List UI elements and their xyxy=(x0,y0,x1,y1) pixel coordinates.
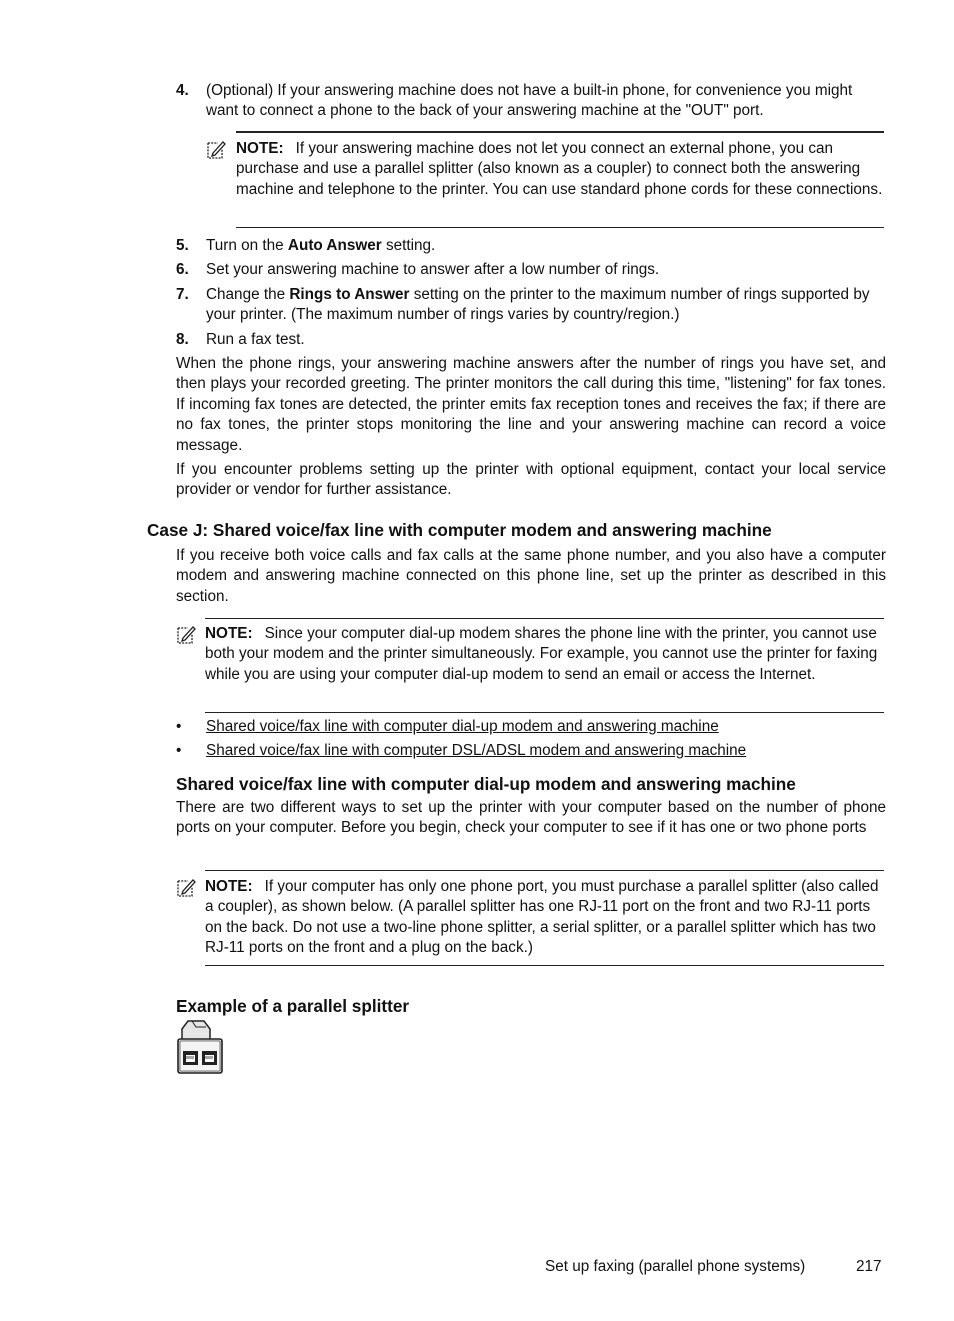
parallel-splitter-icon xyxy=(176,1019,226,1077)
subsection-heading: Shared voice/fax line with computer dial-up modem and answering machine xyxy=(176,774,796,794)
footer-section-title: Set up faxing (parallel phone systems) xyxy=(545,1258,806,1275)
note-pencil-icon xyxy=(176,878,196,898)
bullet: • xyxy=(176,718,182,735)
link-dsl-modem[interactable]: Shared voice/fax line with computer DSL/ADSL modem and answering machine xyxy=(206,742,747,759)
note-body xyxy=(205,624,885,685)
note-bottom-rule xyxy=(205,965,884,966)
note-text: If your computer has only one phone port, you must purchase a parallel splitter (also called a coupler), as shown below. (A parallel splitter has one RJ-11 port on the front and two RJ-11 ports on the back. Do not use a two-line phone splitter, a serial splitter, or a parallel splitter which has two RJ-11 ports on the front and a plug on the back.) xyxy=(205,878,879,957)
link-dialup-modem[interactable]: Shared voice/fax line with computer dial-up modem and answering machine xyxy=(206,718,719,735)
step-text: (Optional) If your answering machine does not have a built-in phone, for convenience you might want to connect a phone to the back of your answering machine at the "OUT" port. xyxy=(206,82,853,120)
note-top-rule xyxy=(236,131,884,133)
note-body xyxy=(205,877,885,959)
note-label: NOTE: xyxy=(236,140,284,157)
step-text: Set your answering machine to answer after a low number of rings. xyxy=(206,261,660,278)
note-top-rule xyxy=(205,618,884,619)
note-bottom-rule xyxy=(236,227,884,228)
body-paragraph: There are two different ways to set up the printer with your computer based on the number of phone ports on your computer. Before you begin, check your computer to see if it has one or two phone ports xyxy=(176,799,886,837)
step-text: Run a fax test. xyxy=(206,331,305,348)
note-body xyxy=(236,139,886,200)
step-number: 8. xyxy=(176,331,189,348)
note-pencil-icon xyxy=(176,625,196,645)
body-paragraph: If you receive both voice calls and fax calls at the same phone number, and you also have a computer modem and answering machine connected on this phone line, set up the printer as described in this section. xyxy=(176,547,886,605)
note-pencil-icon xyxy=(206,140,226,160)
step-number: 6. xyxy=(176,261,189,278)
setting-name: Auto Answer xyxy=(287,237,382,254)
note-label: NOTE: xyxy=(205,878,253,895)
note-label: NOTE: xyxy=(205,625,253,642)
step-text: Turn on the Auto Answer setting. xyxy=(206,237,436,254)
bullet: • xyxy=(176,742,182,759)
step-number: 4. xyxy=(176,82,189,99)
page-number: 217 xyxy=(856,1258,882,1275)
step-number: 5. xyxy=(176,237,189,254)
step-number: 7. xyxy=(176,286,189,303)
note-text: Since your computer dial-up modem shares the phone line with the printer, you cannot use both your modem and the printer simultaneously. For example, you cannot use the printer for faxing while you are using your computer dial-up modem to send an email or access the Internet. xyxy=(205,625,878,683)
note-text: If your answering machine does not let you connect an external phone, you can purchase and use a parallel splitter (also known as a coupler) to connect both the answering machine and telephone to the printer. You can use standard phone cords for these connections. xyxy=(236,140,883,198)
step-text: Change the Rings to Answer setting on the printer to the maximum number of rings supported by your printer. (The maximum number of rings varies by country/region.) xyxy=(206,286,870,324)
body-paragraph: If you encounter problems setting up the printer with optional equipment, contact your local service provider or vendor for further assistance. xyxy=(176,461,886,499)
note-top-rule xyxy=(205,870,884,871)
body-paragraph: When the phone rings, your answering machine answers after the number of rings you have set, and then plays your recorded greeting. The printer monitors the call during this time, "listening" for fax tones. If incoming fax tones are detected, the printer emits fax reception tones and receives the fax; if there are no fax tones, the printer stops monitoring the line and your answering machine can record a voice message. xyxy=(176,355,886,454)
note-bottom-rule xyxy=(205,712,884,713)
figure-heading: Example of a parallel splitter xyxy=(176,996,410,1016)
setting-name: Rings to Answer xyxy=(289,286,410,303)
section-heading: Case J: Shared voice/fax line with computer modem and answering machine xyxy=(147,520,772,540)
